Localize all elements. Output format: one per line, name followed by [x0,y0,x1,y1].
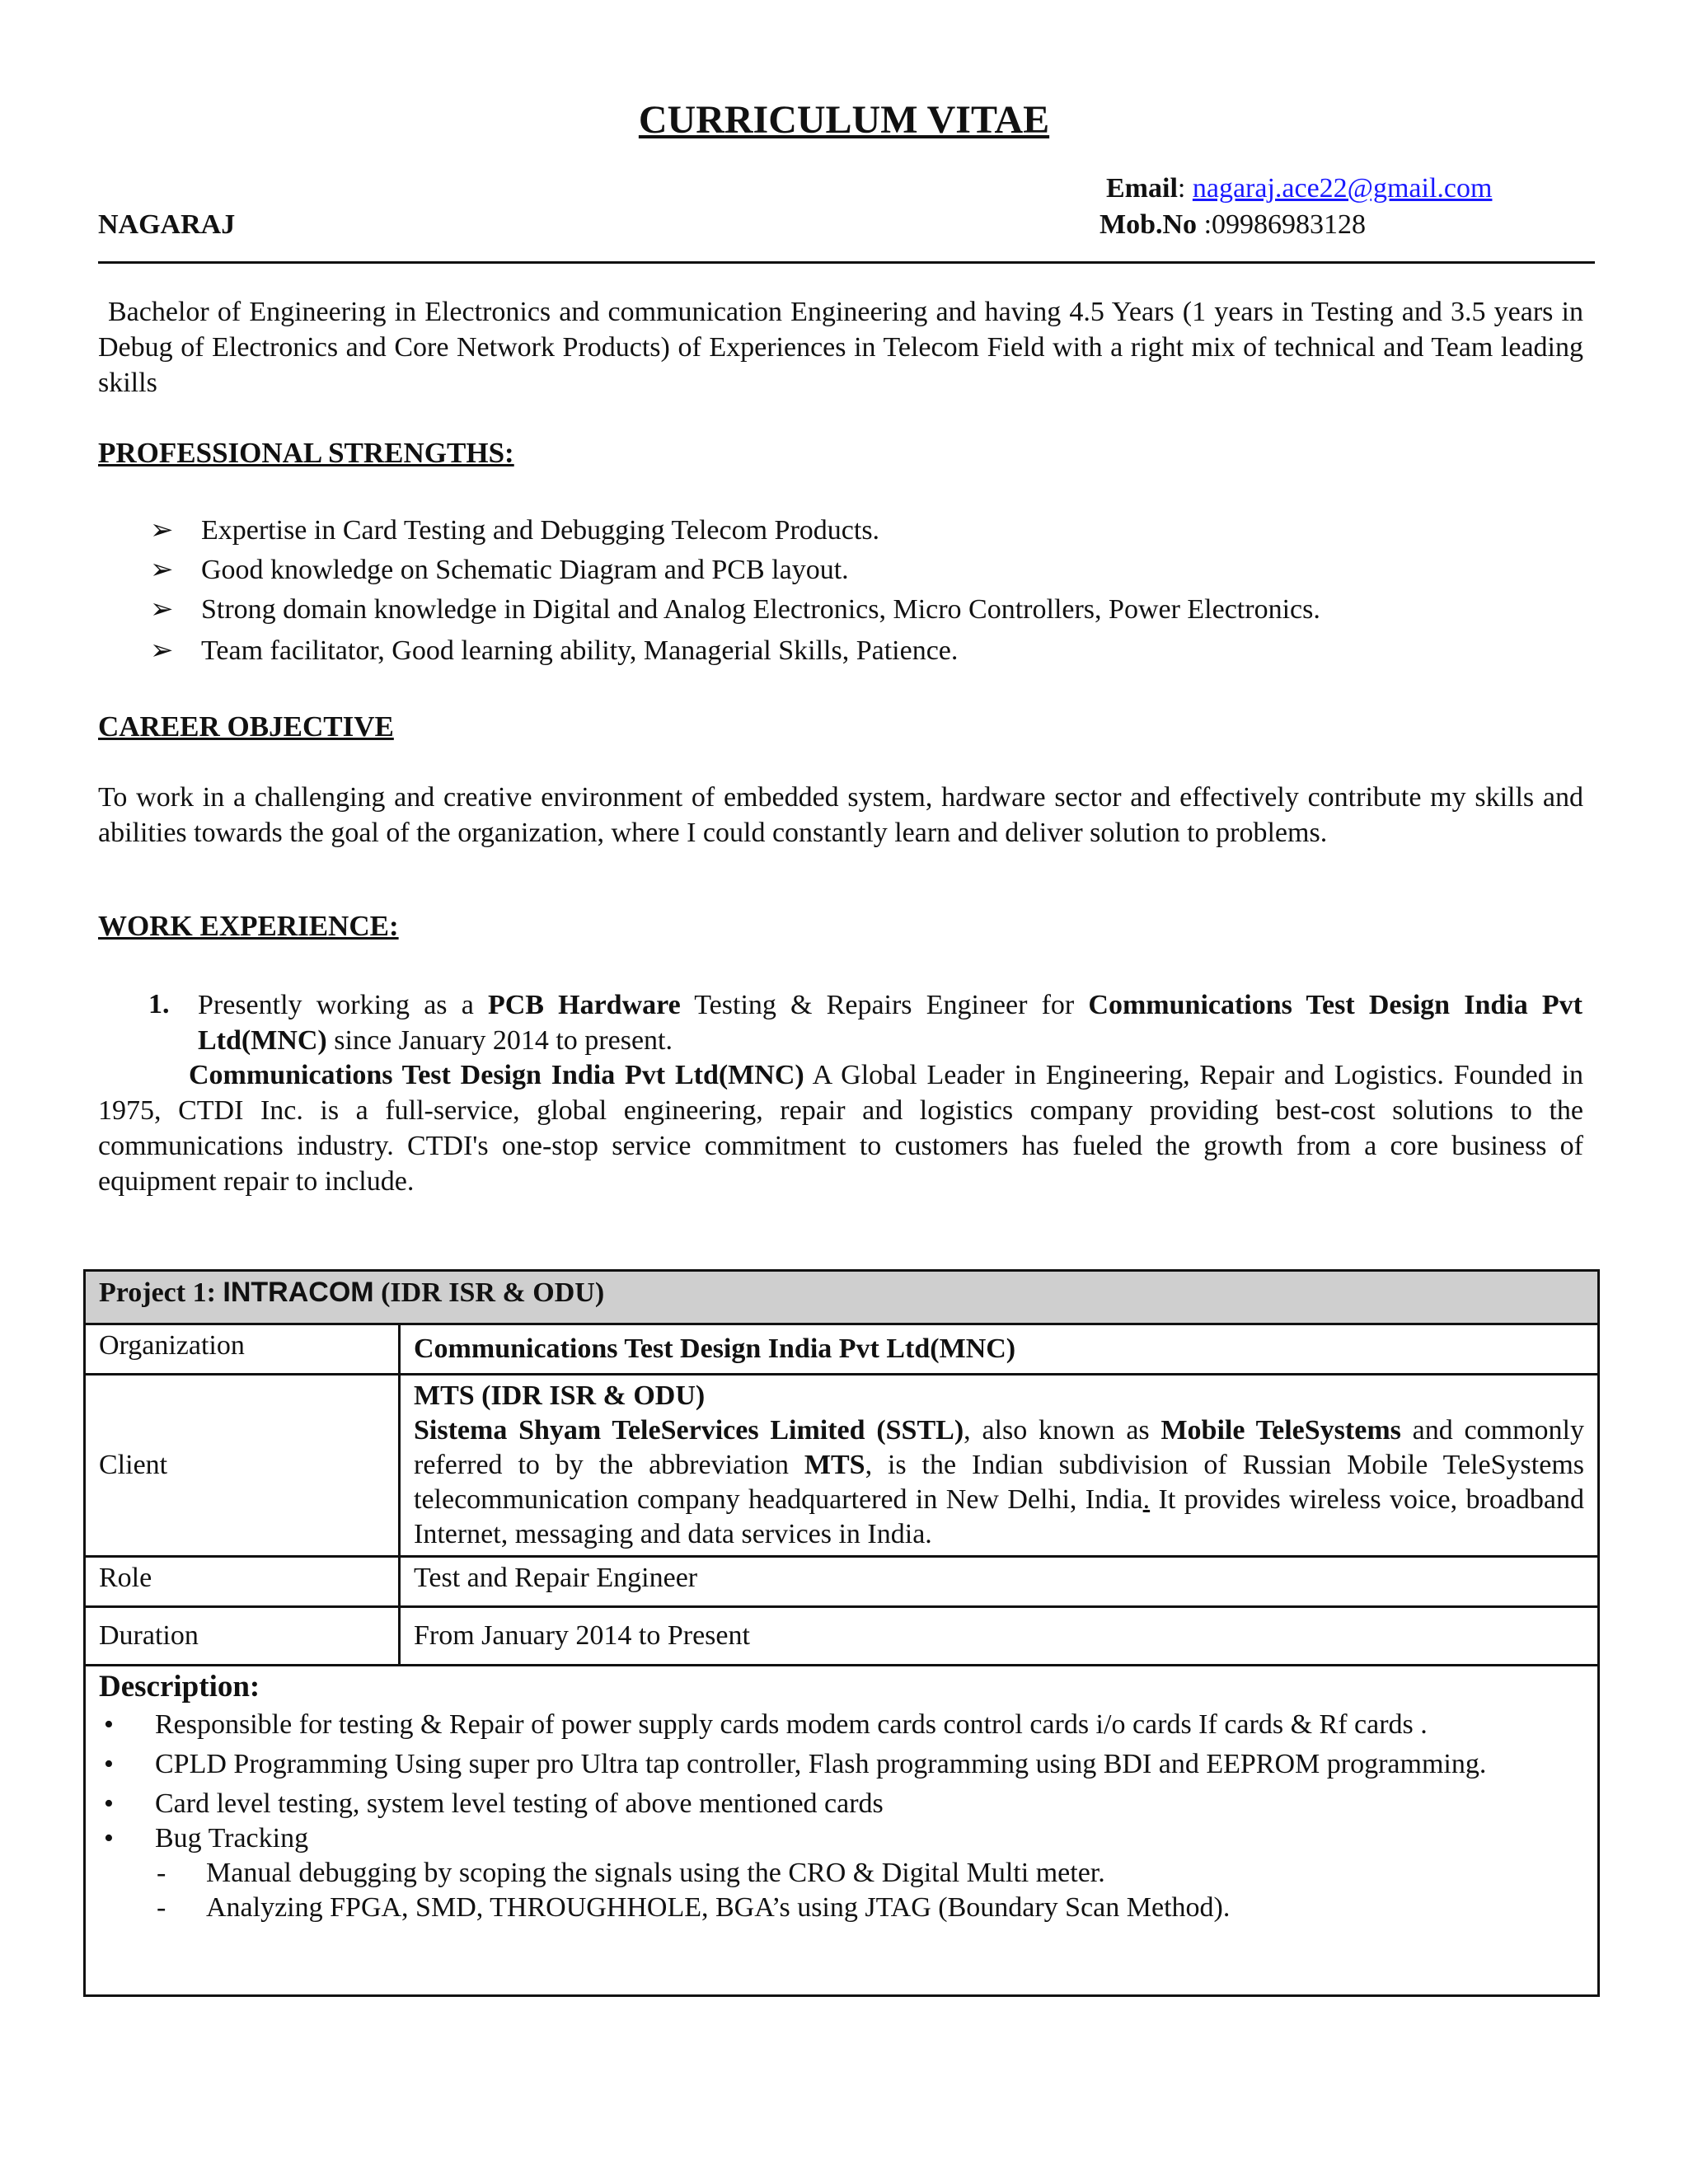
mobile-number: 09986983128 [1212,209,1367,240]
bullet-icon: • [104,1709,114,1740]
arrow-bullet-icon: ➢ [150,635,174,666]
experience-item-number: 1. [148,989,170,1019]
organization-value: Communications Test Design India Pvt Ltd(MNC) [400,1324,1599,1375]
duration-value: From January 2014 to Present [400,1607,1599,1666]
description-heading: Description: [99,1670,260,1704]
experience-item: Presently working as a PCB Hardware Testing & Repairs Engineer for Communications Test Design India Pvt Ltd(MNC) since January 2014 to present. [198,990,1582,1056]
client-value: MTS (IDR ISR & ODU) Sistema Shyam TeleServices Limited (SSTL), also known as Mobile TeleSystems and commonly referred to by the abbreviation MTS, is the Indian subdivision of Russian Mobile TeleSystems telecommunication company headquartered in New Delhi, India. It provides wireless voice, broadband Internet, messaging and data services in India. [400,1375,1599,1557]
email-label: Email [1106,173,1178,204]
company-description: Communications Test Design India Pvt Ltd(MNC) A Global Leader in Engineering, Repair and Logistics. Founded in 1975, CTDI Inc. is a full-service, global engineering, repair and logistics company providing best-cost solutions to the communications industry. CTDI's one-stop service commitment to customers has fueled the growth from a core business of equipment repair to include. [98,1060,1584,1197]
bullet-icon: • [104,1749,114,1779]
email-line: Email: nagaraj.ace22@gmail.com [1106,173,1493,204]
role-row [85,1557,1599,1607]
description-item: • Card level testing, system level testing of above mentioned cards [99,1787,1584,1821]
client-row [85,1375,1599,1557]
candidate-name: NAGARAJ [98,209,236,240]
experience-heading: WORK EXPERIENCE: [98,910,399,942]
role-value: Test and Repair Engineer [400,1557,1599,1607]
mobile-line: Mob.No :09986983128 [1100,209,1367,240]
description-item: • Bug Tracking [99,1821,1584,1856]
arrow-bullet-icon: ➢ [150,515,174,546]
strength-item: ➢ Strong domain knowledge in Digital and Analog Electronics, Micro Controllers, Power Electronics. [150,590,1551,630]
client-label: Client [85,1375,400,1557]
project-table [83,1269,1600,1997]
duration-row [85,1607,1599,1666]
objective-heading: CAREER OBJECTIVE [98,710,394,743]
bullet-icon: • [104,1788,114,1819]
dash-icon: - [157,1858,166,1888]
arrow-bullet-icon: ➢ [150,555,174,585]
client-title: MTS (IDR ISR & ODU) [414,1380,706,1411]
strength-item: ➢ Good knowledge on Schematic Diagram and PCB layout. [150,551,1551,590]
duration-label: Duration [85,1607,400,1666]
strength-item: ➢ Expertise in Card Testing and Debugging Telecom Products. [150,511,1551,551]
mobile-label: Mob.No [1100,209,1198,240]
document-title: CURRICULUM VITAE [638,98,1050,142]
description-subitem: - Analyzing FPGA, SMD, THROUGHHOLE, BGA’s using JTAG (Boundary Scan Method). [99,1891,1584,1925]
project-name: INTRACOM [223,1277,374,1308]
company-name: Communications Test Design India Pvt Ltd(MNC) [189,1060,804,1090]
project-label: Project 1: [99,1277,223,1308]
organization-row [85,1324,1599,1375]
arrow-bullet-icon: ➢ [150,594,174,625]
header-divider [98,261,1595,264]
description-item: • Responsible for testing & Repair of power supply cards modem cards control cards i/o cards If cards & Rf cards . [99,1708,1584,1742]
strength-item: ➢ Team facilitator, Good learning ability, Managerial Skills, Patience. [150,631,1551,671]
description-item: • CPLD Programming Using super pro Ultra tap controller, Flash programming using BDI and EEPROM programming. [99,1747,1584,1782]
objective-paragraph: To work in a challenging and creative environment of embedded system, hardware sector and effectively contribute my skills and abilities towards the goal of the organization, where I could constantly learn and deliver solution to problems. [98,782,1583,848]
project-scope: (IDR ISR & ODU) [373,1277,605,1308]
description-row [85,1666,1599,1996]
description-subitem: - Manual debugging by scoping the signals using the CRO & Digital Multi meter. [99,1856,1584,1891]
email-link[interactable]: nagaraj.ace22@gmail.com [1192,173,1493,204]
project-title-row [85,1271,1599,1324]
role-label: Role [85,1557,400,1607]
summary-paragraph: Bachelor of Engineering in Electronics and communication Engineering and having 4.5 Years (1 years in Testing and 3.5 years in Debug of Electronics and Core Network Products) of Experiences in Telecom Field with a right mix of technical and Team leading skills [98,297,1583,398]
strengths-heading: PROFESSIONAL STRENGTHS: [98,437,514,469]
organization-label: Organization [85,1324,400,1375]
dash-icon: - [157,1892,166,1923]
bullet-icon: • [104,1823,114,1854]
